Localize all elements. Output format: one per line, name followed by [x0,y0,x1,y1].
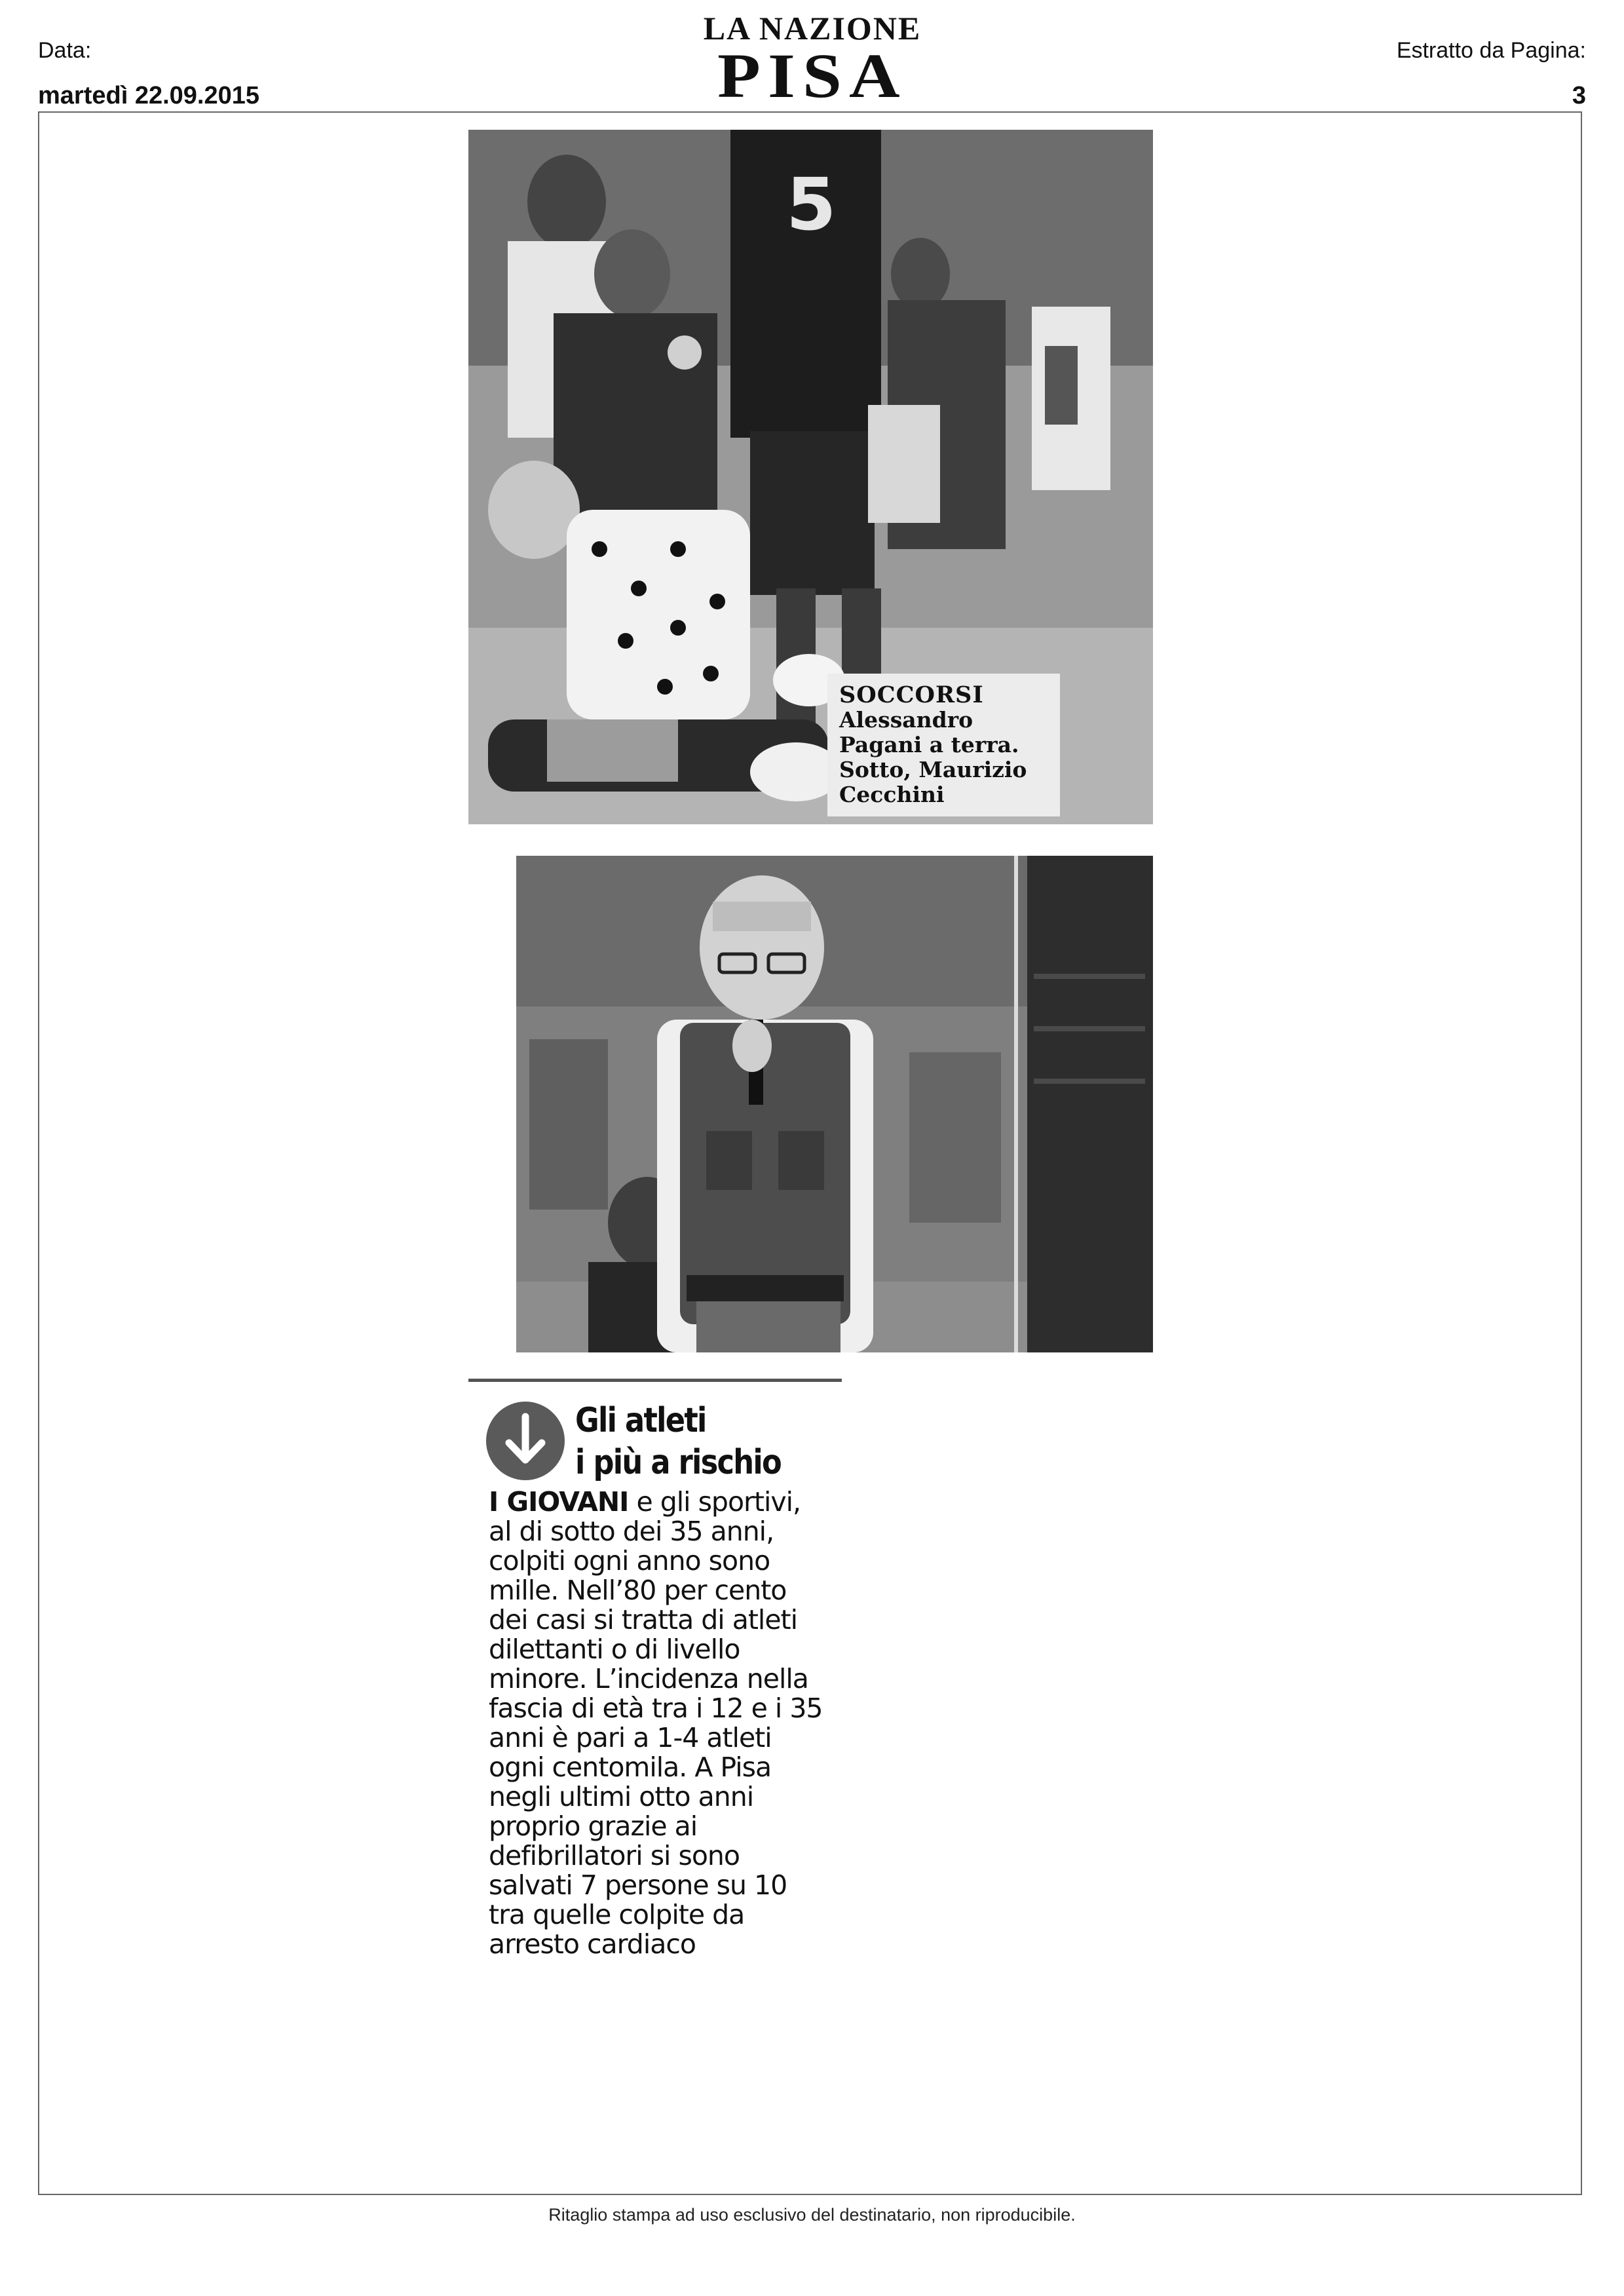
caption-title: SOCCORSI [839,681,984,708]
footer-notice: Ritaglio stampa ad uso esclusivo del destinatario, non riproducibile. [548,2205,1076,2225]
caption-text: Alessandro Pagani a terra. Sotto, Maurizio Cecchini [839,707,1027,807]
photo-speaker-image [516,856,1153,1352]
headline-line-2: i più a rischio [575,1443,781,1482]
photo-rescue-scene [468,130,1153,824]
body-lead: I GIOVANI [489,1486,629,1518]
arrow-down-icon [483,1398,568,1483]
body-text: e gli sportivi, al di sotto dei 35 anni, colpiti ogni anno sono mille. Nell’80 per cento dei casi si tratta di atleti dilettanti o di livello minore. L’incidenza nella fascia di età tra i 12 e i 35 anni è pari a 1-4 atleti ogni centomila. A Pisa negli ultimi otto anni proprio grazie ai defibrillatori si sono salvati 7 persone su 10 tra quelle colpite da arresto cardiaco [489,1486,823,1960]
sidebar-body [489,1487,829,1959]
page-label: Estratto da Pagina: [1396,38,1586,63]
headline-line-1: Gli atleti [575,1401,706,1440]
masthead [681,9,943,111]
jersey-number: 5 [786,163,837,246]
sidebar-headline [575,1400,781,1483]
date-value: martedì 22.09.2015 [38,82,260,109]
masthead-paper-name: LA NAZIONE [703,10,922,47]
header-page [1397,38,1586,110]
photo-caption [827,674,1060,816]
date-label: Data: [38,38,92,63]
page-value: 3 [1572,82,1586,109]
section-divider [468,1379,842,1382]
photo-speaker [516,856,1153,1352]
masthead-city: PISA [717,41,907,111]
header-date [38,38,259,110]
